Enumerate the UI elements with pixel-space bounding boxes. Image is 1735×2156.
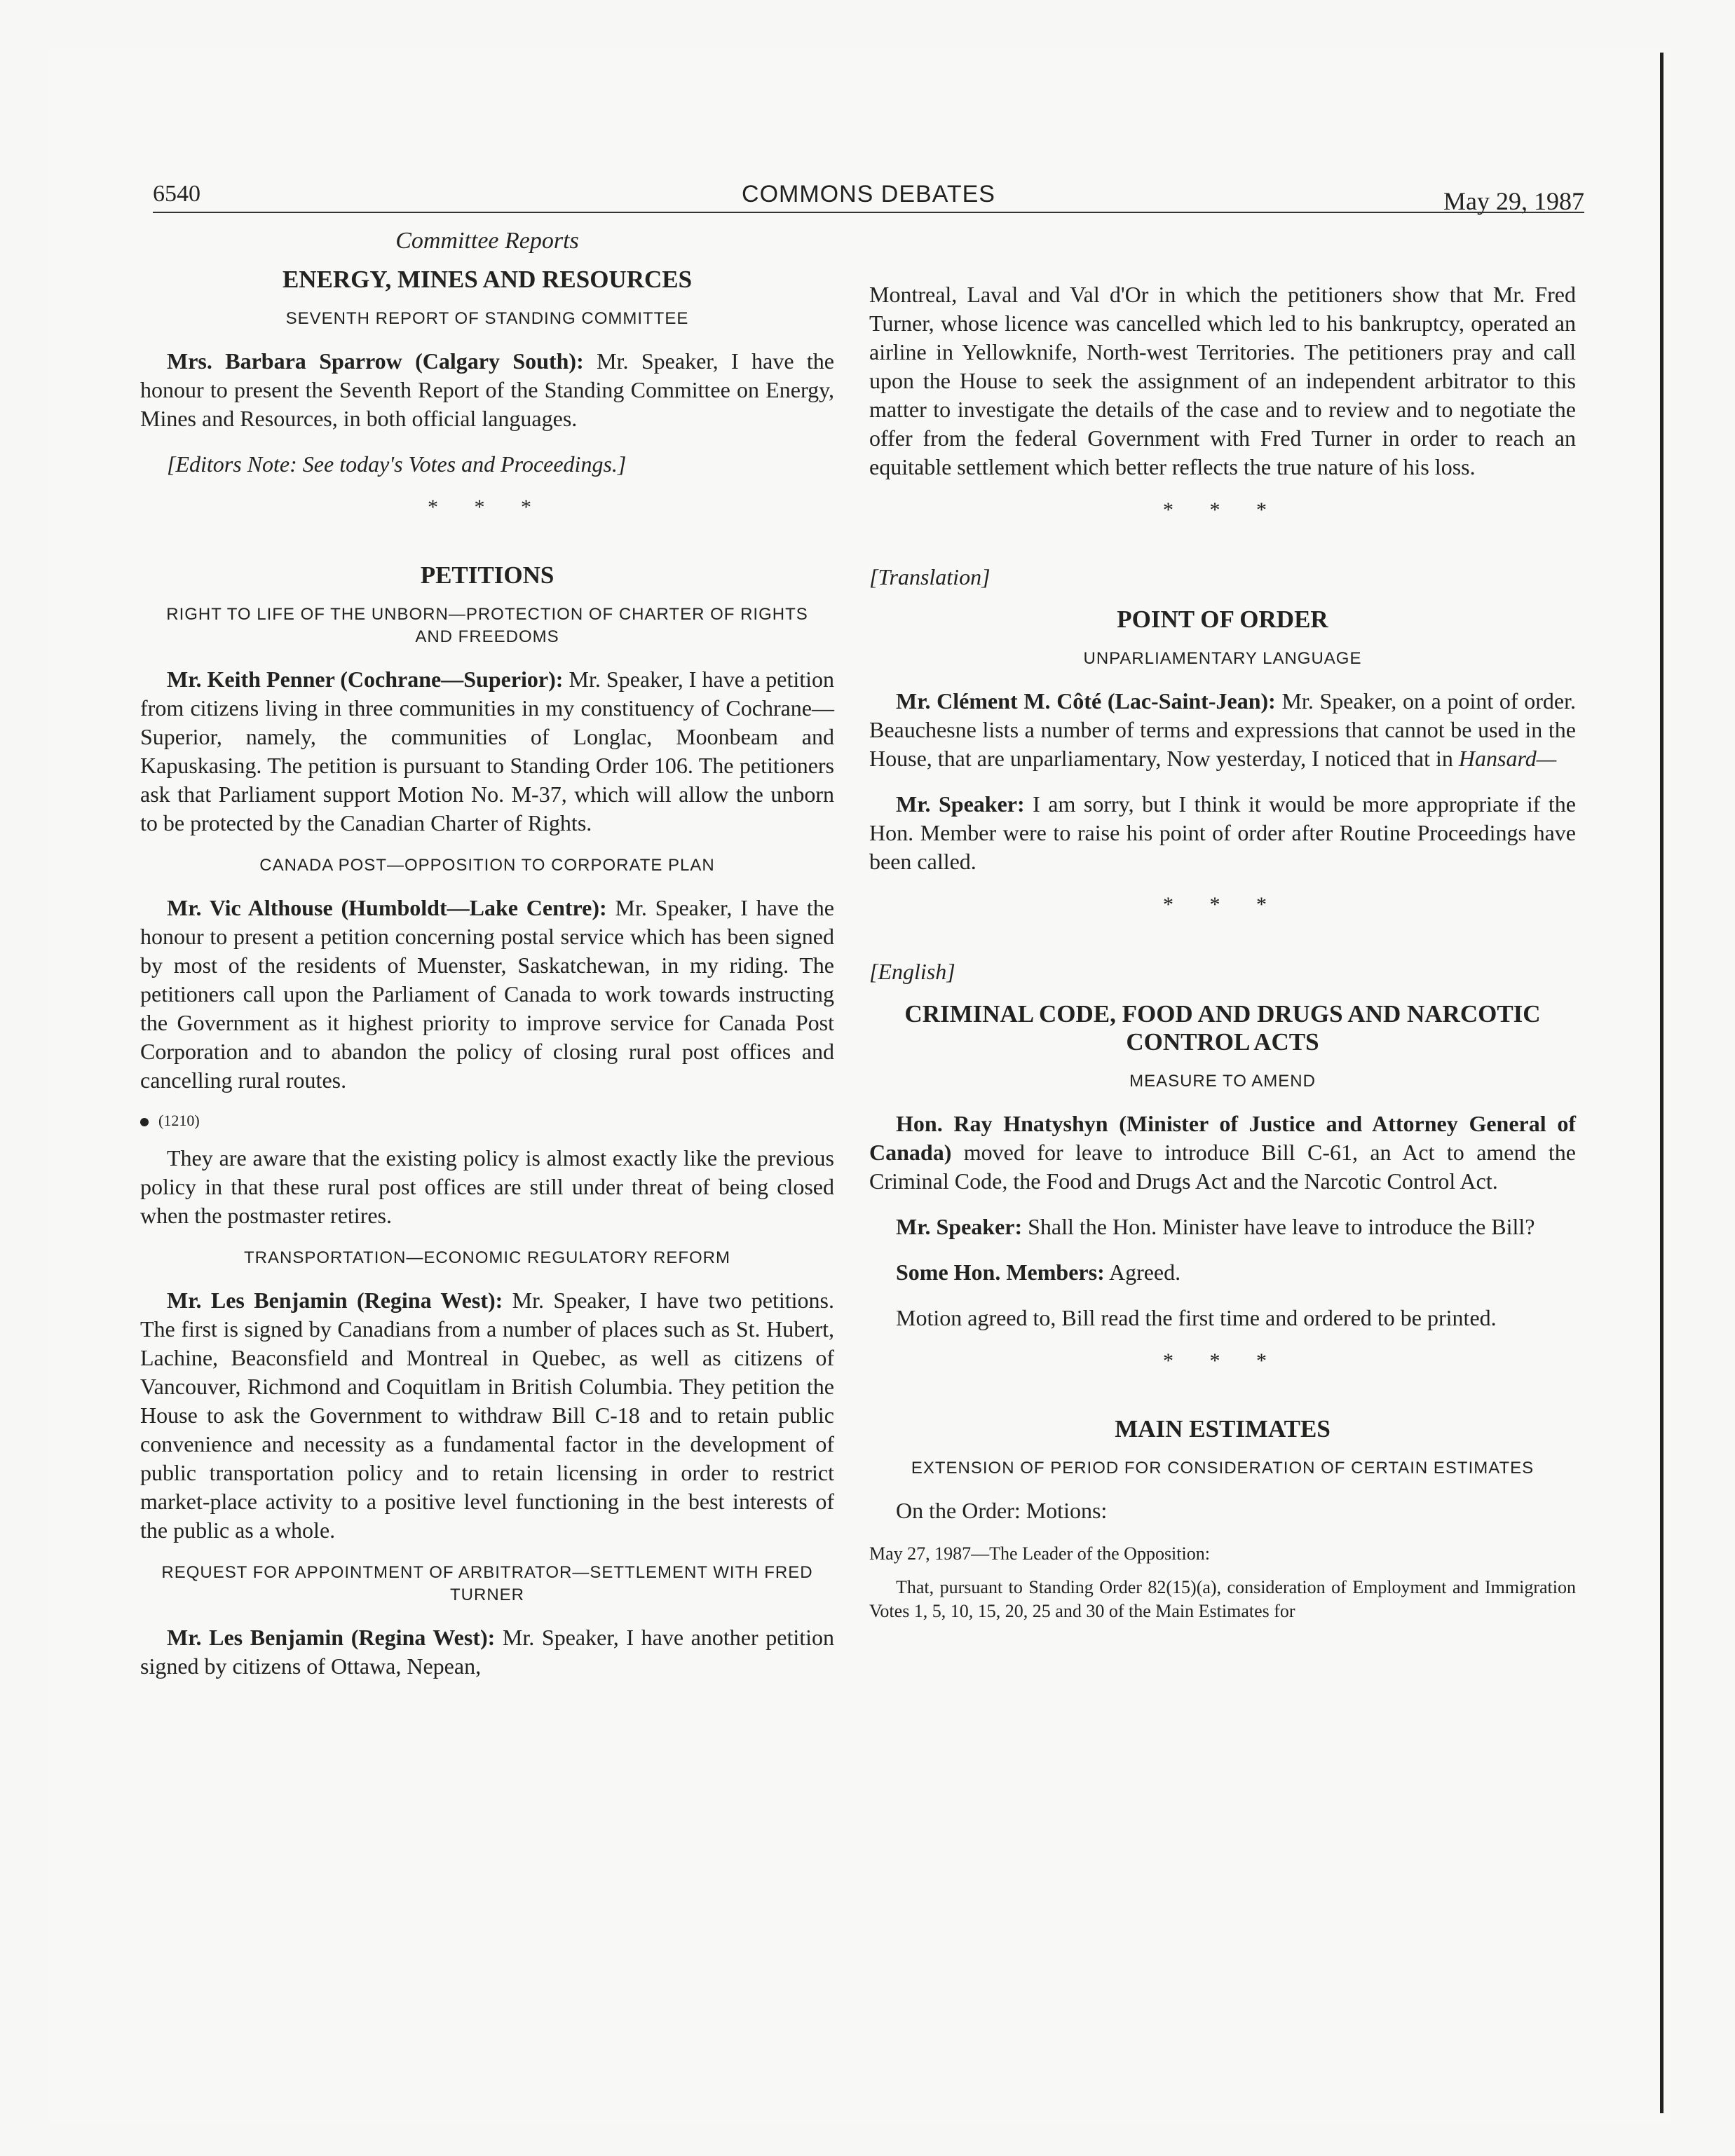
sparrow-paragraph <box>140 347 834 433</box>
bullet-icon <box>140 1118 149 1126</box>
page-header <box>153 181 1584 216</box>
benjamin-paragraph <box>140 1286 834 1545</box>
criminal-code-subtitle: MEASURE TO AMEND <box>1129 1072 1316 1091</box>
page-edge-bar <box>1660 53 1663 2113</box>
benjamin2-paragraph <box>140 1623 834 1681</box>
energy-section-title: ENERGY, MINES AND RESOURCES <box>282 266 693 293</box>
time-marker <box>140 1112 834 1130</box>
committee-reports-heading: Committee Reports <box>395 228 579 254</box>
cote-paragraph <box>869 687 1576 773</box>
penner-paragraph <box>140 665 834 838</box>
page-number: 6540 <box>153 181 200 207</box>
speaker-name: Mr. Speaker: <box>896 791 1025 817</box>
montreal-paragraph: Montreal, Laval and Val d'Or in which the petitioners show that Mr. Fred Turner, whose licence was cancelled which led to his bankruptcy, operated an airline in Yellowknife, North-west Territories. The petitioners pray and call upon the House to seek the assignment of an independent arbitrator to this matter to investigate the details of the case and to review and to negotiate the offer from the federal Government with Fred Turner in order to reach an equitable settlement which better reflects the true nature of his loss. <box>869 282 1576 479</box>
page-date: May 29, 1987 <box>1443 187 1584 215</box>
header-rule <box>153 212 1584 213</box>
main-estimates-subtitle: EXTENSION OF PERIOD FOR CONSIDERATION OF CERTAIN ESTIMATES <box>911 1459 1535 1478</box>
speaker-name: Mr. Speaker: <box>896 1214 1023 1239</box>
english-marker: [English] <box>869 959 955 984</box>
speaker1-paragraph <box>869 790 1576 876</box>
speech-text: Mr. Speaker, I have two petitions. The first is signed by Canadians from a number of places such as St. Hubert, Lachine, Beaconsfield and Montreal in Quebec, as well as citizens of Vancouver, Richmond and Coquitlam in British Columbia. They petition the House to ask the Government to withdraw Bill C-18 and to retain public convenience and necessity as a fundamental factor in the development of public transportation policy and to retain licensing in order to restrict market-place activity to a positive level functioning in the best interests of the public as a whole. <box>140 1288 835 1543</box>
speaker-name: Mr. Les Benjamin (Regina West): <box>167 1625 496 1650</box>
right-column <box>869 280 1576 1633</box>
speech-text: Shall the Hon. Minister have leave to introduce the Bill? <box>1022 1214 1535 1239</box>
speaker-name: Mrs. Barbara Sparrow (Calgary South): <box>167 348 584 374</box>
speech-text: Agreed. <box>1104 1260 1181 1285</box>
criminal-code-title: CRIMINAL CODE, FOOD AND DRUGS AND NARCOTIC CONTROL ACTS <box>904 1000 1541 1056</box>
speech-text: moved for leave to introduce Bill C-61, an Act to amend the Criminal Code, the Food and Drugs Act and the Narcotic Control Act. <box>869 1140 1576 1194</box>
order-paragraph: On the Order: Motions: <box>896 1498 1108 1523</box>
speech-text: Mr. Speaker, I have the honour to present a petition concerning postal service which has been signed by most of the residents of Muenster, Saskatchewan, in my riding. The petitioners call upon the Parliament of Canada to work towards instructing the Government as it highest priority to improve service for Canada Post Corporation and to abandon the policy of closing rural post offices and cancelling rural routes. <box>140 895 835 1093</box>
speech-text: I am sorry, but I think it would be more appropriate if the Hon. Member were to raise his point of order after Routine Proceedings have been called. <box>869 791 1577 874</box>
energy-subtitle: SEVENTH REPORT OF STANDING COMMITTEE <box>285 309 689 328</box>
publication-title: COMMONS DEBATES <box>742 181 995 207</box>
hansard-italic: Hansard— <box>1458 746 1557 771</box>
speaker2-paragraph <box>869 1213 1576 1241</box>
speech-text: Mr. Speaker, I have a petition from citizens living in three communities in my constituency of Cochrane—Superior, namely, the communities of Longlac, Moonbeam and Kapuskasing. The petition is pursuant to Standing Order 106. The petitioners ask that Parliament support Motion No. M-37, which will allow the unborn to be protected by the Canadian Charter of Rights. <box>140 667 835 835</box>
canada-post-subtitle: CANADA POST—OPPOSITION TO CORPORATE PLAN <box>259 856 715 875</box>
arbitrator-subtitle: REQUEST FOR APPOINTMENT OF ARBITRATOR—SETTLEMENT WITH FRED TURNER <box>161 1563 813 1604</box>
hnatyshyn-paragraph <box>869 1110 1576 1196</box>
speech-text: Mr. Speaker, I have another petition signed by citizens of Ottawa, Nepean, <box>140 1625 835 1679</box>
speaker-name: Some Hon. Members: <box>896 1260 1105 1285</box>
translation-marker: [Translation] <box>869 564 991 589</box>
section-separator: * * * <box>1163 1349 1282 1372</box>
may27-line: May 27, 1987—The Leader of the Opposition: <box>869 1543 1210 1564</box>
speaker-name: Mr. Les Benjamin (Regina West): <box>167 1288 503 1313</box>
time-label: (1210) <box>158 1112 200 1129</box>
speech-text: Mr. Speaker, I have the honour to present the Seventh Report of the Standing Committee on Energy, Mines and Resources, in both official languages. <box>140 348 835 431</box>
speech-text: Mr. Speaker, on a point of order. Beauchesne lists a number of terms and expressions that cannot be used in the House, that are unparliamentary, Now yesterday, I noticed that in <box>869 688 1577 771</box>
motion-text: That, pursuant to Standing Order 82(15)(a), consideration of Employment and Immigration Votes 1, 5, 10, 15, 20, 25 and 30 of the Main Estimates for <box>869 1577 1576 1621</box>
althouse-paragraph <box>140 894 834 1095</box>
aware-paragraph: They are aware that the existing policy is almost exactly like the previous policy in that these rural post offices are still under threat of being closed when the postmaster retires. <box>140 1145 834 1228</box>
motion-paragraph: Motion agreed to, Bill read the first time and ordered to be printed. <box>896 1305 1497 1330</box>
petitions-title: PETITIONS <box>420 561 554 589</box>
point-of-order-subtitle: UNPARLIAMENTARY LANGUAGE <box>1083 649 1362 668</box>
speaker-name: Hon. Ray Hnatyshyn (Minister of Justice and Attorney General of Canada) <box>869 1111 1576 1165</box>
section-separator: * * * <box>428 496 547 519</box>
main-estimates-title: MAIN ESTIMATES <box>1115 1415 1331 1442</box>
unborn-subtitle: RIGHT TO LIFE OF THE UNBORN—PROTECTION OF CHARTER OF RIGHTS AND FREEDOMS <box>166 605 808 646</box>
section-separator: * * * <box>1163 498 1282 521</box>
speaker-name: Mr. Keith Penner (Cochrane—Superior): <box>167 667 564 692</box>
members-paragraph <box>869 1258 1576 1287</box>
section-separator: * * * <box>1163 893 1282 916</box>
editors-note: [Editors Note: See today's Votes and Proceedings.] <box>167 451 627 477</box>
transport-subtitle: TRANSPORTATION—ECONOMIC REGULATORY REFORM <box>244 1248 730 1267</box>
speaker-name: Mr. Clément M. Côté (Lac-Saint-Jean): <box>896 688 1276 714</box>
speaker-name: Mr. Vic Althouse (Humboldt—Lake Centre): <box>167 895 607 920</box>
point-of-order-title: POINT OF ORDER <box>1117 606 1328 633</box>
left-column <box>140 228 834 1698</box>
